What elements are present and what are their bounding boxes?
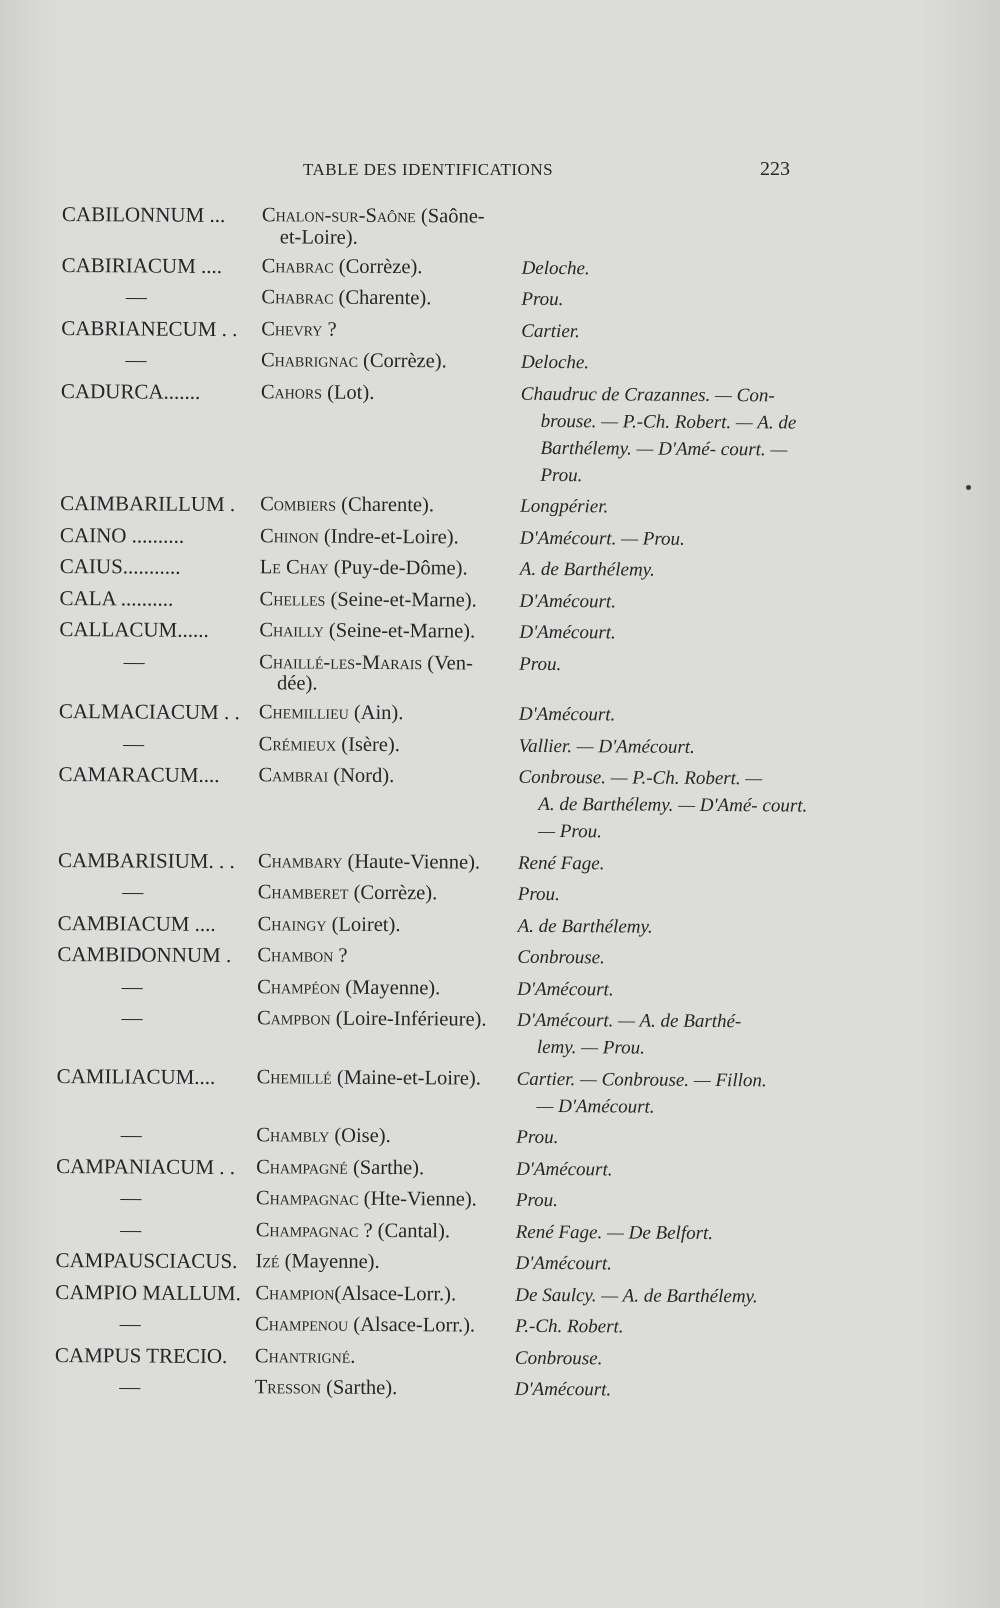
- source-authors: [518, 493, 810, 522]
- latin-name: —: [120, 1122, 142, 1147]
- modern-place: [255, 1314, 513, 1337]
- place-department: (Charente).: [333, 286, 432, 310]
- table-row: [55, 1281, 815, 1310]
- place-name: Chabrignac: [260, 349, 359, 372]
- place-name: Chambary: [257, 849, 343, 873]
- source-text: Deloche.: [521, 257, 590, 279]
- place-department: (Isère).: [336, 733, 400, 756]
- modern-place: [260, 589, 518, 612]
- place-department: (Haute-Vienne).: [342, 850, 481, 874]
- place-name: Chantrigné: [254, 1344, 351, 1368]
- source-text: D'Amécourt.: [514, 1378, 612, 1401]
- source-authors: [513, 1313, 805, 1342]
- table-row: [60, 587, 820, 616]
- source-text: Deloche.: [520, 351, 590, 374]
- place-department: (Corrèze).: [348, 881, 438, 905]
- place-department: (Mayenne).: [279, 1250, 380, 1273]
- table-row: [56, 1124, 816, 1153]
- table-row: [58, 912, 818, 941]
- modern-place: [261, 350, 519, 373]
- latin-name: CAMPUS TRECIO.: [54, 1342, 228, 1368]
- source-text: Chaudruc de Crazannes. — Con-: [520, 383, 775, 406]
- place-department: (Seine-et-Marne).: [323, 619, 476, 643]
- place-department: (Hte-Vienne).: [358, 1187, 477, 1211]
- modern-place: [262, 256, 520, 279]
- source-authors: [514, 1155, 806, 1184]
- place-department: (Alsace-Lorr.).: [348, 1313, 476, 1337]
- source-text: P.-Ch. Robert.: [515, 1315, 624, 1338]
- table-row: [59, 616, 819, 648]
- latin-name: CALLACUM......: [59, 616, 209, 642]
- latin-name: —: [121, 973, 143, 999]
- source-authors: [519, 349, 811, 378]
- modern-place: [257, 1067, 515, 1090]
- latin-name: —: [122, 879, 144, 904]
- source-text: Prou.: [519, 653, 562, 675]
- source-continuation: brouse. — P.-Ch. Robert. — A. de Barthélemy. — D'Amé- court. — Prou.: [540, 410, 797, 486]
- table-row: [58, 698, 819, 730]
- place-department: (Oise).: [329, 1124, 391, 1148]
- latin-name: —: [123, 730, 145, 756]
- source-text: Prou.: [516, 1126, 559, 1149]
- table-row: [60, 380, 821, 490]
- running-title: TABLE DES IDENTIFICATIONS: [303, 160, 554, 179]
- latin-name: CAMBARISIUM. . .: [57, 847, 235, 873]
- place-name: Chaillé-les-Marais: [259, 650, 423, 674]
- source-authors: [518, 556, 810, 585]
- latin-name: CADURCA.......: [60, 378, 201, 404]
- modern-place: [257, 977, 515, 1000]
- table-row: [59, 732, 819, 761]
- source-text: D'Amécourt.: [519, 590, 617, 612]
- page-number: 223: [760, 158, 790, 180]
- source-authors: [518, 587, 810, 616]
- source-authors: [517, 650, 809, 679]
- source-authors: [517, 732, 809, 761]
- source-authors: [513, 1376, 805, 1405]
- latin-name: —: [119, 1311, 141, 1336]
- place-department: (Indre-et-Loire).: [318, 525, 459, 548]
- source-authors: [514, 1065, 806, 1121]
- source-authors: [520, 254, 812, 283]
- source-text: D'Amécourt.: [519, 621, 616, 644]
- identification-table: [55, 204, 822, 1412]
- table-row: [58, 849, 818, 878]
- source-authors: [516, 849, 808, 878]
- source-authors: [516, 912, 808, 941]
- table-row: [59, 650, 819, 698]
- source-text: D'Amécourt. — Prou.: [519, 527, 685, 550]
- table-row: [61, 317, 821, 346]
- place-department: ? (Cantal).: [358, 1219, 451, 1242]
- table-row: [57, 1007, 817, 1063]
- source-authors: [515, 975, 807, 1004]
- place-department: ?: [322, 318, 337, 341]
- latin-name: CAMARACUM....: [58, 761, 220, 787]
- latin-name: —: [120, 1216, 142, 1242]
- latin-name: CAMBIACUM ....: [57, 910, 216, 936]
- modern-place: [261, 382, 519, 405]
- modern-place: [256, 1125, 514, 1148]
- modern-place: [261, 287, 519, 310]
- source-text: D'Amécourt.: [515, 1252, 613, 1275]
- source-text: D'Amécourt.: [518, 703, 616, 726]
- table-row: [62, 254, 822, 283]
- source-text: D'Amécourt.: [517, 978, 614, 1000]
- latin-name: CAMILIACUM....: [56, 1063, 216, 1089]
- source-text: D'Amécourt. — A. de Barthé-: [516, 1009, 742, 1033]
- place-department: (Loiret).: [326, 913, 401, 936]
- modern-place: [258, 851, 516, 874]
- modern-place: [255, 1283, 513, 1306]
- modern-place: [260, 526, 518, 549]
- place-name: Combiers: [260, 493, 337, 516]
- source-text: Vallier. — D'Amécourt.: [518, 735, 695, 758]
- table-row: [56, 1155, 816, 1184]
- latin-name: —: [125, 284, 148, 309]
- table-row: [55, 1313, 815, 1342]
- place-name: Champagné: [256, 1155, 348, 1179]
- table-row: [56, 1218, 816, 1247]
- table-row: [55, 1344, 815, 1373]
- place-department: .: [350, 1345, 356, 1368]
- source-continuation: — D'Amécourt.: [536, 1095, 655, 1118]
- modern-place: [255, 1251, 513, 1274]
- source-text: Prou.: [517, 883, 560, 906]
- table-row: [56, 1065, 816, 1121]
- latin-name: CALA ..........: [59, 585, 174, 611]
- source-continuation: A. de Barthélemy. — D'Amé- court. — Prou.: [538, 793, 808, 843]
- modern-place: [257, 945, 515, 968]
- source-text: René Fage.: [517, 852, 605, 874]
- latin-name: CAMPANIACUM . .: [56, 1153, 236, 1179]
- modern-place: [255, 1346, 513, 1369]
- modern-place: [258, 914, 516, 937]
- source-authors: [519, 286, 811, 315]
- place-name: Chevry: [261, 317, 323, 341]
- table-row: [61, 349, 821, 378]
- place-department: (Corrèze).: [333, 255, 423, 278]
- source-continuation: lemy. — Prou.: [536, 1036, 645, 1059]
- place-department: (Maine-et-Loire).: [331, 1066, 481, 1090]
- source-text: Cartier. — Conbrouse. — Fillon.: [516, 1068, 767, 1091]
- latin-name: CABIRIACUM ....: [61, 252, 223, 278]
- place-department: (Seine-et-Marne).: [325, 588, 477, 612]
- modern-place: [256, 1220, 514, 1243]
- source-text: A. de Barthélemy.: [519, 558, 655, 581]
- table-row: [56, 1187, 816, 1216]
- modern-place: [259, 652, 517, 697]
- latin-name: —: [121, 1005, 143, 1030]
- place-name: Chalon-sur-Saône: [261, 204, 416, 228]
- place-name: Champion: [255, 1281, 335, 1305]
- modern-place: [260, 557, 518, 580]
- source-text: Prou.: [515, 1189, 559, 1212]
- place-name: Chinon: [259, 524, 319, 548]
- place-department: ?: [333, 944, 348, 967]
- page-header: [0, 158, 1000, 188]
- source-authors: [518, 524, 810, 553]
- place-department: (Saône-: [415, 205, 485, 228]
- place-department: (Sarthe).: [320, 1376, 398, 1400]
- table-row: [55, 1376, 815, 1405]
- source-authors: [519, 317, 811, 346]
- modern-place: [256, 1188, 514, 1211]
- place-name: Chaingy: [257, 912, 327, 936]
- table-row: [57, 975, 817, 1004]
- latin-name: CABRIANECUM . .: [61, 315, 238, 341]
- source-authors: [517, 701, 809, 730]
- table-row: [60, 490, 820, 522]
- place-department: (Alsace-Lorr.).: [334, 1282, 457, 1305]
- place-name: Champagnac: [255, 1187, 359, 1210]
- source-authors: [514, 1124, 806, 1153]
- modern-place: [260, 494, 518, 517]
- place-department: (Mayenne).: [340, 976, 441, 999]
- modern-place: [255, 1377, 513, 1400]
- source-text: D'Amécourt.: [516, 1158, 613, 1180]
- place-name: Champéon: [257, 975, 341, 999]
- place-department: (Ven-: [422, 651, 473, 675]
- place-name: Chambly: [256, 1124, 330, 1147]
- source-text: Conbrouse.: [517, 946, 605, 969]
- place-name: Chailly: [259, 619, 324, 642]
- table-row: [59, 553, 820, 585]
- source-text: De Saulcy. — A. de Barthélemy.: [515, 1284, 758, 1307]
- source-authors: [517, 619, 809, 648]
- modern-place: [259, 702, 517, 725]
- latin-name: —: [123, 648, 145, 674]
- latin-name: —: [120, 1185, 142, 1210]
- source-text: Prou.: [521, 288, 564, 311]
- source-authors: [516, 881, 808, 910]
- modern-place: [259, 734, 517, 757]
- table-row: [58, 761, 818, 847]
- latin-name: CAMPAUSCIACUS.: [55, 1247, 238, 1274]
- place-continuation: et-Loire).: [279, 225, 358, 249]
- source-authors: [513, 1250, 805, 1279]
- place-name: Izé: [255, 1250, 280, 1273]
- source-text: Longpérier.: [520, 495, 609, 518]
- source-text: René Fage. — De Belfort.: [515, 1221, 714, 1244]
- table-row: [57, 941, 817, 973]
- place-name: Cahors: [260, 380, 323, 404]
- place-name: Chemillieu: [258, 701, 349, 724]
- latin-name: —: [119, 1374, 141, 1399]
- modern-place: [259, 620, 517, 643]
- place-name: Champenou: [255, 1313, 349, 1336]
- source-authors: [513, 1344, 805, 1373]
- source-authors: [516, 764, 808, 847]
- place-name: Chambon: [257, 944, 334, 967]
- modern-place: [261, 319, 519, 342]
- table-row: [60, 524, 820, 553]
- latin-name: —: [125, 347, 147, 372]
- modern-place: [258, 882, 516, 905]
- place-department: (Corrèze).: [357, 349, 447, 373]
- ink-speck: [966, 485, 971, 490]
- place-department: (Puy-de-Dôme).: [328, 556, 468, 580]
- place-department: (Sarthe).: [347, 1156, 425, 1179]
- place-department: (Charente).: [336, 493, 435, 517]
- source-authors: [514, 1187, 806, 1216]
- place-department: (Nord).: [328, 764, 395, 788]
- modern-place: [256, 1157, 514, 1180]
- place-name: Chamberet: [257, 881, 349, 904]
- source-text: A. de Barthélemy.: [517, 915, 653, 938]
- source-authors: [515, 1007, 807, 1063]
- latin-name: CAINO ..........: [59, 522, 185, 548]
- place-continuation: dée).: [277, 672, 318, 695]
- place-name: Champagnac: [255, 1218, 359, 1242]
- place-name: Campbon: [256, 1007, 331, 1030]
- place-name: Tresson: [254, 1376, 322, 1399]
- source-authors: [518, 380, 811, 490]
- table-row: [55, 1247, 815, 1279]
- place-department: (Lot).: [321, 381, 375, 404]
- latin-name: CAMBIDONNUM .: [57, 941, 232, 968]
- place-department: (Loire-Inférieure).: [330, 1007, 487, 1031]
- source-text: Cartier.: [521, 320, 580, 342]
- latin-name: CALMACIACUM . .: [58, 698, 240, 725]
- modern-place: [257, 1008, 515, 1031]
- modern-place: [258, 765, 516, 788]
- latin-name: CABILONNUM ...: [61, 202, 226, 227]
- latin-name: CAIMBARILLUM .: [60, 490, 236, 517]
- place-name: Cambrai: [258, 764, 329, 787]
- latin-name: CAIUS...........: [59, 553, 181, 579]
- place-name: Crémieux: [258, 732, 337, 756]
- place-name: Chemillé: [256, 1065, 332, 1089]
- table-row: [62, 204, 822, 252]
- table-row: [58, 881, 818, 910]
- latin-name: CAMPIO MALLUM.: [55, 1279, 241, 1305]
- table-row: [61, 286, 821, 315]
- source-authors: [514, 1218, 806, 1247]
- source-text: Conbrouse. — P.-Ch. Robert. —: [518, 766, 763, 790]
- place-name: Chabrac: [261, 254, 334, 278]
- source-text: Conbrouse.: [514, 1347, 603, 1369]
- place-name: Le Chay: [259, 556, 329, 579]
- place-department: (Ain).: [348, 701, 404, 725]
- place-name: Chabrac: [261, 286, 334, 309]
- modern-place: [262, 205, 520, 250]
- place-name: Chelles: [259, 587, 326, 611]
- source-authors: [515, 944, 807, 973]
- source-authors: [513, 1281, 805, 1310]
